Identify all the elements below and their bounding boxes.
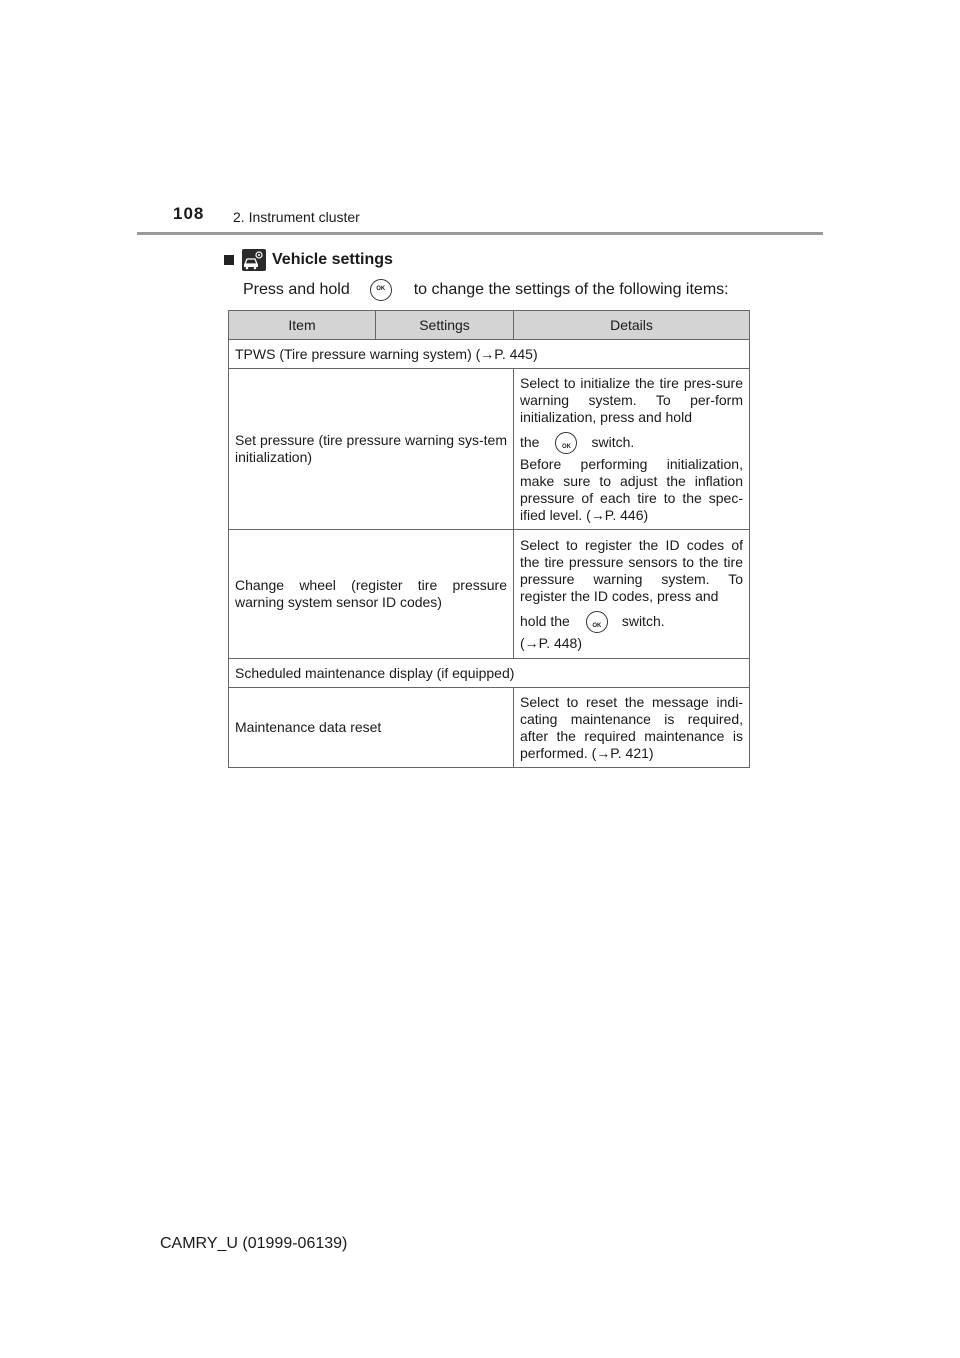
item-change-wheel: Change wheel (register tire pressure warning system sensor ID codes) [229, 530, 514, 659]
intro-before: Press and hold [243, 281, 350, 298]
ok-button-icon [586, 611, 608, 633]
table-row [229, 659, 750, 688]
table-row [229, 688, 750, 768]
square-bullet-icon [224, 255, 234, 265]
details-ok-line [520, 611, 743, 633]
details-change-wheel [514, 530, 750, 659]
details-text: switch. [591, 434, 635, 450]
heading-title: Vehicle settings [272, 251, 393, 268]
item-maintenance-reset: Maintenance data reset [229, 688, 514, 768]
details-ok-line [520, 432, 743, 454]
item-set-pressure: Set pressure (tire pressure warning sys-tem initialization) [229, 369, 514, 530]
details-set-pressure [514, 369, 750, 530]
column-header-item: Item [229, 311, 376, 340]
details-maintenance-reset: Select to reset the message indi-cating maintenance is required, after the required maintenance is performed. (→P. 421) [514, 688, 750, 768]
details-text: (→P. 448) [520, 634, 582, 651]
details-text: Select to register the ID codes of the tire pressure sensors to the tire pressure warning system. To register the ID codes, press and [520, 536, 743, 604]
details-text: switch. [621, 613, 665, 629]
section-title: 2. Instrument cluster [233, 209, 360, 225]
table-header-row [229, 311, 750, 340]
column-header-settings: Settings [376, 311, 514, 340]
group-row-maintenance: Scheduled maintenance display (if equipped) [229, 659, 750, 688]
table-row [229, 530, 750, 659]
column-header-details: Details [514, 311, 750, 340]
table-row [229, 340, 750, 369]
footer-code: CAMRY_U (01999-06139) [160, 1235, 348, 1252]
section-heading [224, 249, 393, 271]
page-header [173, 204, 823, 232]
details-text: Before performing initialization, make sure to adjust the inflation pressure of each tire to the spec-ified level. (→P. 446) [520, 455, 743, 523]
ok-button-icon [370, 279, 392, 301]
header-rule [137, 232, 823, 235]
details-text: the [520, 434, 540, 450]
intro-after: to change the settings of the following items: [413, 281, 729, 298]
group-row-tpws: TPWS (Tire pressure warning system) (→P. 445) [229, 340, 750, 369]
ok-button-icon [555, 432, 577, 454]
details-text: hold the [520, 613, 570, 629]
details-text: Select to initialize the tire pres-sure warning system. To per-form initialization, press and hold [520, 374, 743, 425]
vehicle-settings-icon [242, 249, 266, 271]
table-row [229, 369, 750, 530]
settings-table [228, 310, 750, 768]
page-number: 108 [173, 204, 205, 223]
intro-text [243, 279, 729, 301]
